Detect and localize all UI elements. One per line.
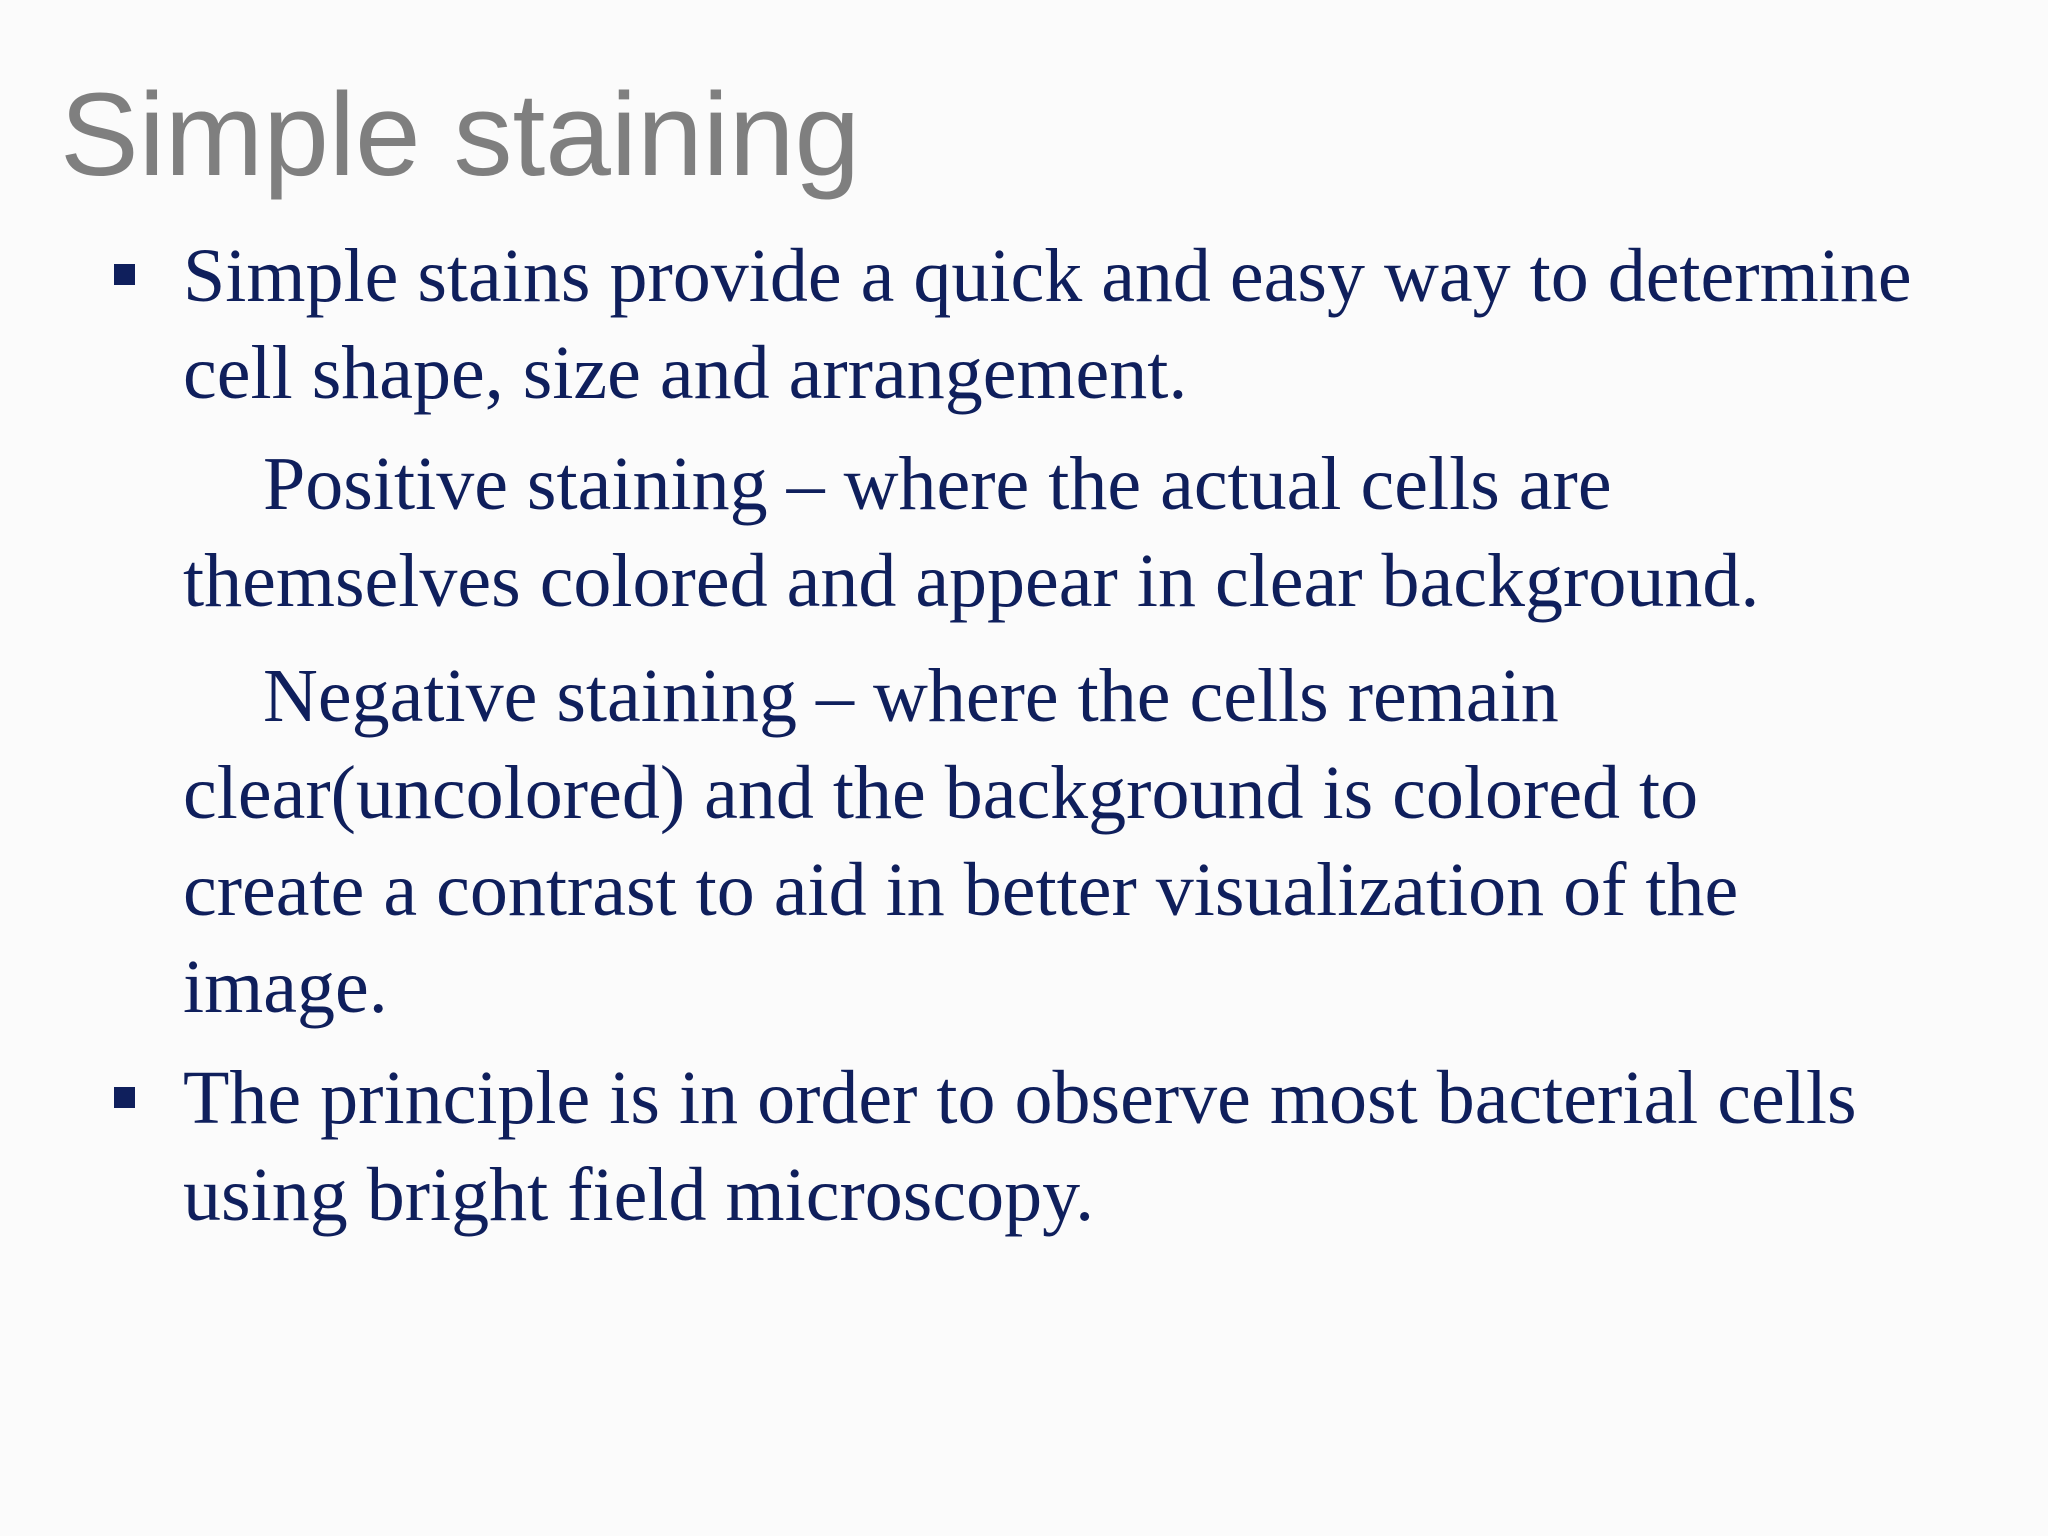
- slide-title: Simple staining: [60, 69, 861, 201]
- bullet-square-icon: [114, 264, 135, 285]
- negative-staining-line-4: image.: [183, 945, 388, 1029]
- bullet-1-text: [183, 228, 1912, 422]
- bullet-1-line-2: cell shape, size and arrangement.: [183, 331, 1188, 415]
- bullet-2-text: [183, 1050, 1857, 1244]
- negative-staining-line-1: Negative staining – where the cells remain: [263, 654, 1559, 738]
- positive-staining-paragraph: [183, 436, 1759, 630]
- bullet-2-line-1: The principle is in order to observe most bacterial cells: [183, 1056, 1857, 1140]
- negative-staining-line-3: create a contrast to aid in better visualization of the: [183, 848, 1739, 932]
- bullet-2-line-2: using bright field microscopy.: [183, 1153, 1095, 1237]
- negative-staining-line-2: clear(uncolored) and the background is colored to: [183, 751, 1699, 835]
- negative-staining-paragraph: [183, 648, 1738, 1036]
- bullet-1-line-1: Simple stains provide a quick and easy way to determine: [183, 234, 1912, 318]
- bullet-square-icon: [114, 1087, 135, 1108]
- positive-staining-line-1: Positive staining – where the actual cells are: [263, 442, 1612, 526]
- positive-staining-line-2: themselves colored and appear in clear background.: [183, 539, 1760, 623]
